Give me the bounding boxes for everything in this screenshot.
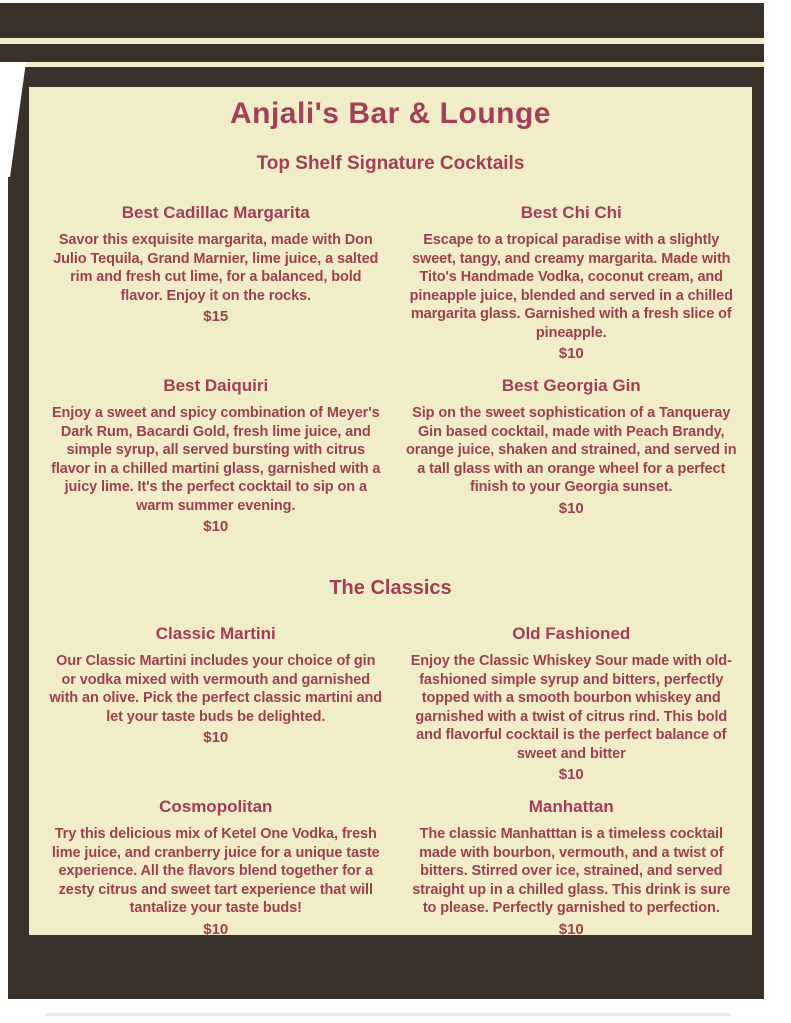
menu-item (45, 797, 387, 938)
item-description: Try this delicious mix of Ketel One Vodka, fresh lime juice, and cranberry juice for a unique taste experience. All the flavors blend together for a zesty citrus and sweet tart experience that will tantalize your taste buds! (51, 826, 380, 916)
item-price: $10 (558, 920, 584, 938)
item-price: $10 (203, 920, 229, 938)
menu-item (45, 376, 387, 535)
classics-items-grid (29, 600, 752, 952)
menu-item (45, 203, 387, 362)
item-name: Best Daiquiri (163, 376, 269, 395)
second-stripe-band (0, 44, 764, 62)
scanner-shadow-line (45, 1013, 731, 1016)
item-name: Best Cadillac Margarita (121, 203, 310, 222)
item-name: Classic Martini (155, 624, 276, 643)
menu-item (401, 203, 743, 362)
section-heading-top-shelf: Top Shelf Signature Cocktails (256, 153, 525, 174)
item-price: $10 (203, 518, 229, 535)
menu-item (45, 624, 387, 783)
section-heading-classics: The Classics (329, 577, 452, 599)
top-shelf-items-grid (29, 175, 752, 549)
item-price: $10 (558, 766, 584, 783)
menu-item (401, 624, 743, 783)
item-description: Enjoy a sweet and spicy combination of Meyer's Dark Rum, Bacardi Gold, fresh lime juice, and simple syrup, all served bursting with citrus flavor in a chilled martini glass, garnished with a juicy lime. It's the perfect cocktail to sip on a warm summer evening. (51, 405, 381, 514)
item-description: The classic Manhatttan is a timeless cocktail made with bourbon, vermouth, and a twist of bitters. Stirred over ice, strained, and served straight up in a chilled glass. This drink is sure to please. Perfectly garnished to perfection. (412, 826, 731, 916)
item-name: Cosmopolitan (159, 797, 273, 816)
item-price: $15 (203, 308, 229, 325)
top-stripe-band (0, 3, 764, 38)
item-name: Old Fashioned (512, 624, 631, 643)
item-name: Best Chi Chi (520, 203, 622, 222)
item-description: Enjoy the Classic Whiskey Sour made with old-fashioned simple syrup and bitters, perfectly topped with a smooth bourbon whiskey and garnished with a twist of citrus rind. This bold and flavorful cocktail is the perfect balance of sweet and bitter (410, 653, 732, 762)
item-description: Savor this exquisite margarita, made with Don Julio Tequila, Grand Marnier, lime juice, a salted rim and fresh cut lime, for a balanced, bold flavor. Enjoy it on the rocks. (53, 232, 379, 304)
item-name: Manhattan (528, 797, 614, 816)
menu-title: Anjali's Bar & Lounge (229, 97, 551, 130)
menu-item (401, 797, 743, 938)
item-description: Escape to a tropical paradise with a slightly sweet, tangy, and creamy margarita. Made with Tito's Handmade Vodka, coconut cream, and pineapple juice, blended and served in a chilled margarita glass. Garnished with a fresh slice of pineapple. (409, 232, 733, 341)
item-description: Our Classic Martini includes your choice of gin or vodka mixed with vermouth and garnished with an olive. Pick the perfect classic martini and let your taste buds be delighted. (49, 653, 383, 725)
item-price: $10 (558, 499, 584, 517)
item-price: $10 (558, 345, 584, 362)
menu-paper (29, 87, 752, 938)
menu-item (401, 376, 743, 535)
menu-frame (8, 67, 764, 999)
item-name: Best Georgia Gin (501, 376, 641, 395)
item-description: Sip on the sweet sophistication of a Tanqueray Gin based cocktail, made with Peach Brandy, orange juice, shaken and strained, and served in a tall glass with an orange wheel for a perfect finish to your Georgia sunset. (406, 405, 737, 495)
item-price: $10 (203, 729, 229, 746)
